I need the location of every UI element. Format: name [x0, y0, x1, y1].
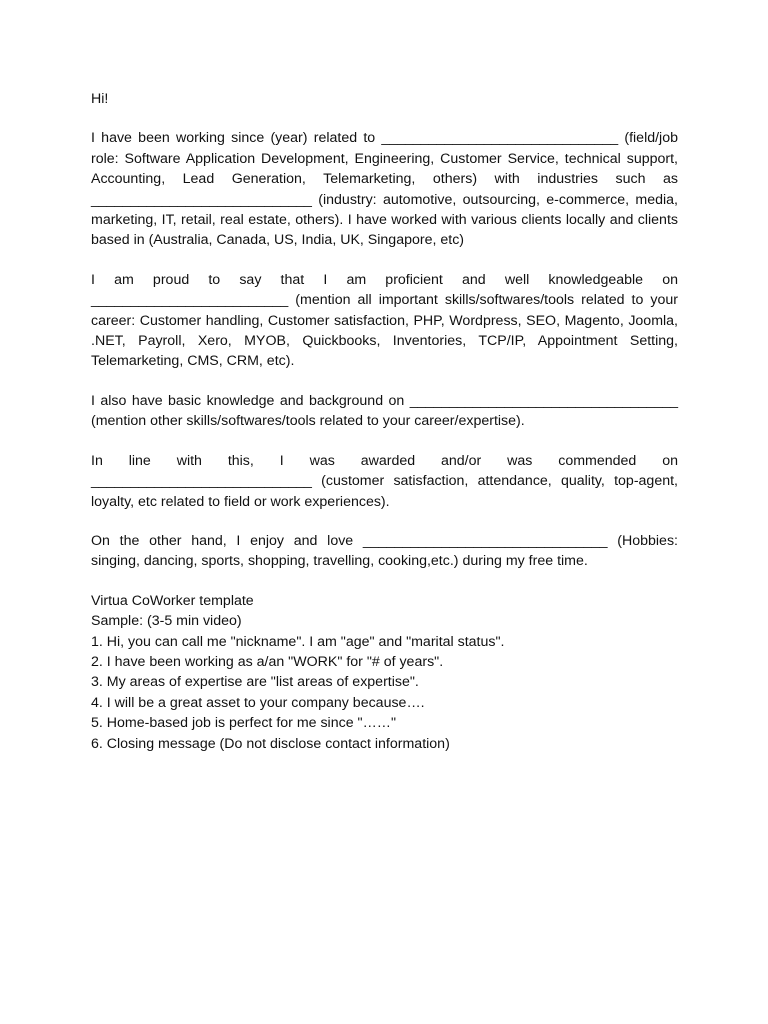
paragraph-awards: In line with this, I was awarded and/or was commended on ____________________________ (customer satisfaction, attendance, quality, top-agent, loyalty, etc related to field or work experiences).: [91, 452, 678, 510]
template-item: 5. Home-based job is perfect for me since "……": [91, 715, 396, 732]
paragraph-basic-knowledge: I also have basic knowledge and background on __________________________________ (mention other skills/softwares/tools related to your career/expertise).: [91, 392, 678, 430]
template-item: 3. My areas of expertise are "list areas of expertise".: [91, 674, 419, 691]
paragraph-work-experience: I have been working since (year) related to ______________________________ (field/job role: Software Application Development, Engineering, Customer Service, technical support, Accounting, Lead Generation, Telemarketing, others) with industries such as ____________________________ (industry: automotive, outsourcing, e-commerce, media, marketing, IT, retail, real estate, others). I have worked with various clients locally and clients based in (Australia, Canada, US, India, UK, Singapore, etc): [91, 130, 678, 249]
template-item: 2. I have been working as a/an "WORK" for "# of years".: [91, 653, 444, 670]
template-sample: Sample: (3-5 min video): [91, 613, 242, 630]
template-item: 4. I will be a great asset to your company because….: [91, 694, 425, 711]
greeting: Hi!: [91, 91, 109, 107]
template-section: [91, 591, 678, 754]
template-item: 1. Hi, you can call me "nickname". I am "age" and "marital status".: [91, 633, 505, 650]
document-page: [91, 89, 678, 754]
template-title: Virtua CoWorker template: [91, 592, 254, 609]
template-item: 6. Closing message (Do not disclose contact information): [91, 735, 450, 752]
paragraph-proficiencies: I am proud to say that I am proficient and well knowledgeable on _________________________ (mention all important skills/softwares/tools related to your career: Customer handling, Customer satisfaction, PHP, Wordpress, SEO, Magento, Joomla, .NET, Payroll, Xero, MYOB, Quickbooks, Inventories, TCP/IP, Appointment Setting, Telemarketing, CMS, CRM, etc).: [91, 271, 678, 370]
paragraph-hobbies: On the other hand, I enjoy and love _______________________________ (Hobbies: singing, dancing, sports, shopping, travelling, cooking,etc.) during my free time.: [91, 532, 678, 570]
